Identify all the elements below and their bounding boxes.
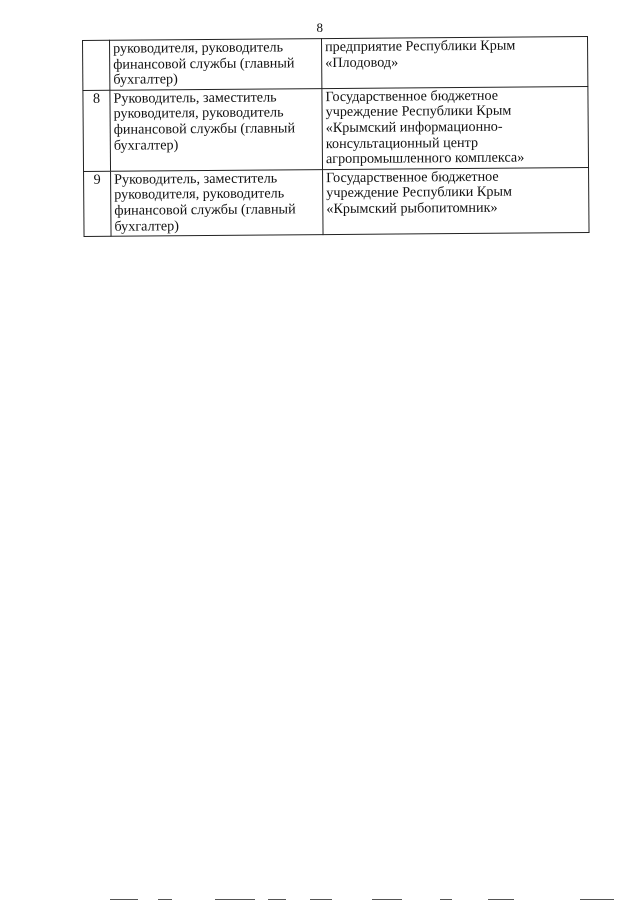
- row-number-cell: 9: [84, 171, 112, 237]
- position-cell: [110, 39, 322, 90]
- position-text: Руководитель, заместитель руководителя, руководитель финансовой службы (главный бухгалтер): [113, 89, 296, 154]
- table-row: [83, 86, 589, 171]
- organization-cell: [323, 167, 590, 234]
- organization-text: Государственное бюджетное учреждение Республики Крым «Крымский информационно- консультационный центр агропромышленного комплекса»: [325, 87, 525, 168]
- position-text: руководителя, руководитель финансовой службы (главный бухгалтер): [113, 39, 295, 88]
- organization-text: Государственное бюджетное учреждение Республики Крым «Крымский рыбопитомник»: [326, 168, 513, 218]
- organization-text: предприятие Республики Крым «Плодовод»: [325, 37, 516, 71]
- organization-cell: [322, 86, 589, 169]
- scan-edge-artifact: [110, 899, 630, 901]
- position-cell: [111, 169, 324, 236]
- position-cell: [110, 88, 323, 171]
- row-number-cell: 8: [83, 90, 111, 171]
- row-number-cell: [83, 40, 110, 90]
- document-table: [82, 36, 590, 237]
- organization-cell: [321, 37, 587, 89]
- page-number: 8: [316, 20, 324, 35]
- position-text: Руководитель, заместитель руководителя, руководитель финансовой службы (главный бухгалтер): [114, 170, 296, 235]
- table-row: [84, 167, 589, 236]
- table-row: [83, 37, 588, 91]
